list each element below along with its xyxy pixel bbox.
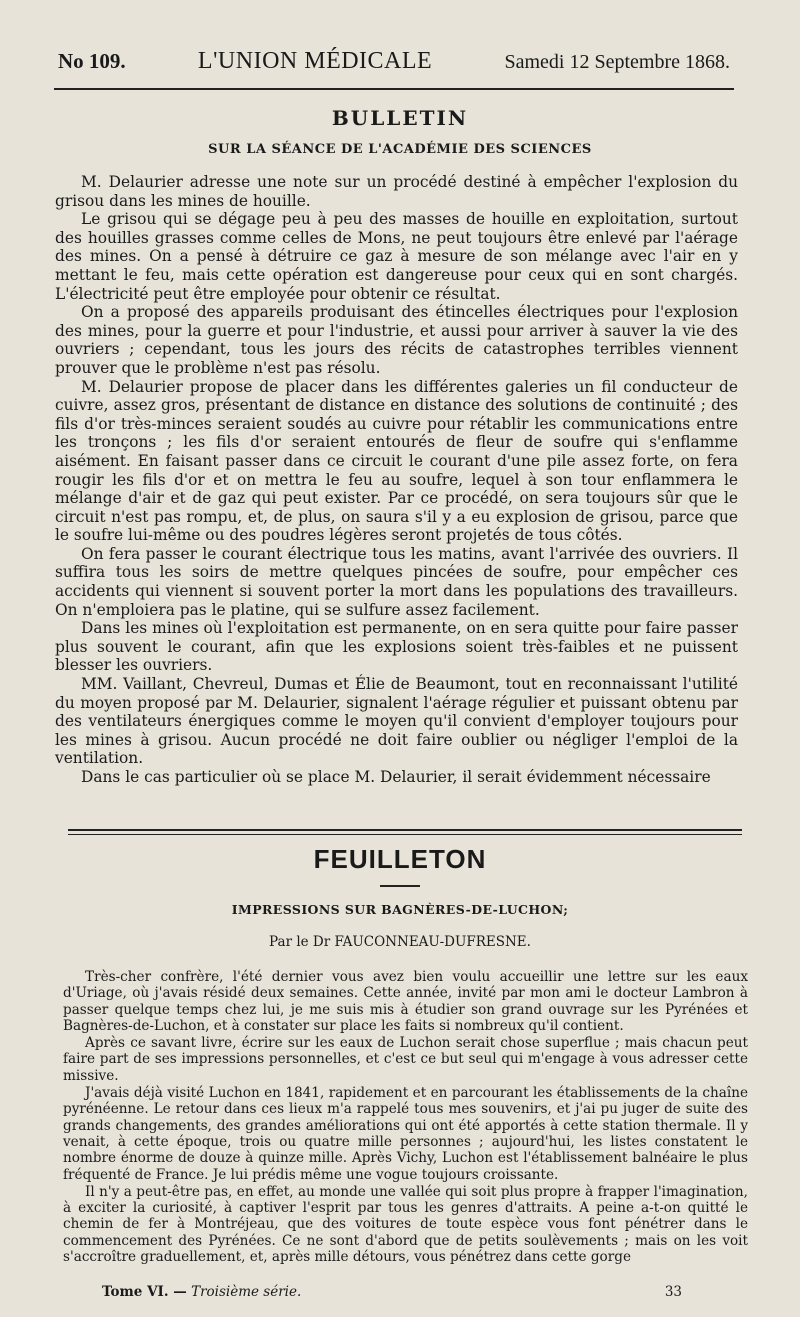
bulletin-body — [55, 173, 738, 818]
bulletin-paragraph: MM. Vaillant, Chevreul, Dumas et Élie de Beaumont, tout en reconnaissant l'utilité du moyen proposé par M. Delaurier, signalent l'aérage régulier et puissant obtenu par des ventilateurs énergiques comme le moyen qu'il convient d'employer toujours pour les mines à grisou. Aucun procédé ne doit faire oublier ou négliger l'emploi de la ventilation. — [55, 675, 738, 768]
feuilleton-subtitle: IMPRESSIONS SUR BAGNÈRES-DE-LUCHON; — [231, 902, 569, 917]
footer-volume — [102, 1284, 301, 1300]
page-footer — [102, 1284, 682, 1304]
journal-title: L'UNION MÉDICALE — [197, 48, 433, 74]
bulletin-title: BULLETIN — [331, 106, 469, 130]
bulletin-subtitle: SUR LA SÉANCE DE L'ACADÉMIE DES SCIENCES — [208, 142, 592, 157]
feuilleton-author: Par le Dr FAUCONNEAU-DUFRESNE. — [269, 934, 531, 950]
bulletin-paragraph: Le grisou qui se dégage peu à peu des masses de houille en exploitation, surtout des houilles grasses comme celles de Mons, ne peut toujours être enlevé par l'aérage des mines. On a pensé à détruire ce gaz à mesure de son mélange avec l'air en y mettant le feu, mais cette opération est dangereuse pour ceux qui en sont chargés. L'électricité peut être employée pour obtenir ce résultat. — [55, 210, 738, 303]
section-divider-thin — [68, 834, 742, 835]
feuilleton-paragraph: J'avais déjà visité Luchon en 1841, rapidement et en parcourant les établissements de la chaîne pyrénéenne. Le retour dans ces lieux m'a rappelé tous mes souvenirs, et j'ai pu juger de suite des grands changements, des grandes améliorations qui ont été apportés à cette station thermale. Il y venait, à cette époque, trois ou quatre mille personnes ; aujourd'hui, les listes constatent le nombre énorme de douze à quinze mille. Après Vichy, Luchon est l'établissement balnéaire le plus fréquenté de France. Je lui prédis même une vogue toujours croissante. — [63, 1085, 748, 1183]
bulletin-paragraph: M. Delaurier adresse une note sur un procédé destiné à empêcher l'explosion du grisou dans les mines de houille. — [55, 173, 738, 210]
feuilleton-rule — [380, 885, 420, 887]
issue-number: No 109. — [58, 49, 126, 73]
issue-date: Samedi 12 Septembre 1868. — [504, 51, 730, 73]
bulletin-paragraph: M. Delaurier propose de placer dans les différentes galeries un fil conducteur de cuivre, assez gros, présentant de distance en distance des solutions de continuité ; des fils d'or très-minces seraient soudés au cuivre pour rétablir les communications entre les tronçons ; les fils d'or seraient entourés de fleur de soufre qui s'enflamme aisément. En faisant passer dans ce circuit le courant d'une pile assez forte, on fera rougir les fils d'or et on mettra le feu au soufre, lequel à son tour enflammera le mélange d'air et de gaz qui peut exister. Par ce procédé, on sera toujours sûr que le circuit n'est pas rompu, et, de plus, on saura s'il y a eu explosion de grisou, parce que le soufre lui-même ou des poudres légères seront projetés de tous côtés. — [55, 377, 738, 545]
series-label: Troisième série. — [191, 1284, 302, 1300]
feuilleton-body — [63, 969, 748, 1287]
feuilleton-paragraph: Après ce savant livre, écrire sur les eaux de Luchon serait chose superflue ; mais chacun peut faire part de ses impressions personnelles, et c'est ce but seul qui m'engage à vous adresser cette missive. — [63, 1035, 748, 1084]
feuilleton-paragraph: Très-cher confrère, l'été dernier vous avez bien voulu accueillir une lettre sur les eaux d'Uriage, où j'avais résidé deux semaines. Cette année, invité par mon ami le docteur Lambron à passer quelque temps chez lui, je me suis mis à étudier son grand ouvrage sur les Pyrénées et Bagnères-de-Luchon, et à constater sur place les faits si nombreux qu'il contient. — [63, 969, 748, 1034]
bulletin-paragraph: On a proposé des appareils produisant des étincelles électriques pour l'explosion des mines, pour la guerre et pour l'industrie, et aussi pour arriver à sauver la vie des ouvriers ; cependant, tous les jours des récits de catastrophes terribles viennent prouver que le problème n'est pas résolu. — [55, 303, 738, 377]
feuilleton-title: FEUILLETON — [313, 844, 487, 874]
page-header — [58, 48, 730, 82]
bulletin-paragraph: Dans les mines où l'exploitation est permanente, on en sera quitte pour faire passer plus souvent le courant, afin que les explosions soient très-faibles et ne puissent blesser les ouvriers. — [55, 619, 738, 675]
volume-label: Tome VI. — — [102, 1284, 187, 1300]
page-number: 33 — [664, 1284, 682, 1300]
bulletin-paragraph: On fera passer le courant électrique tous les matins, avant l'arrivée des ouvriers. Il suffira tous les soirs de mettre quelques pincées de soufre, pour empêcher ces accidents qui viennent si souvent porter la mort dans les populations des travailleurs. On n'emploiera pas le platine, qui se sulfure assez facilement. — [55, 544, 738, 619]
bulletin-paragraph: Dans le cas particulier où se place M. Delaurier, il serait évidemment nécessaire — [81, 768, 711, 786]
feuilleton-paragraph: Il n'y a peut-être pas, en effet, au monde une vallée qui soit plus propre à frapper l'imagination, à exciter la curiosité, à captiver l'esprit par tous les genres d'attraits. A peine a-t-on quitté le chemin de fer à Montréjeau, que des voitures de toute espèce vous font pénétrer dans le commencement des Pyrénées. Ce ne sont d'abord que de petits soulèvements ; mais on les voit s'accroître graduellement, et, après mille détours, vous pénétrez dans cette gorge — [63, 1183, 748, 1266]
section-divider — [68, 829, 742, 831]
header-rule — [54, 88, 734, 90]
